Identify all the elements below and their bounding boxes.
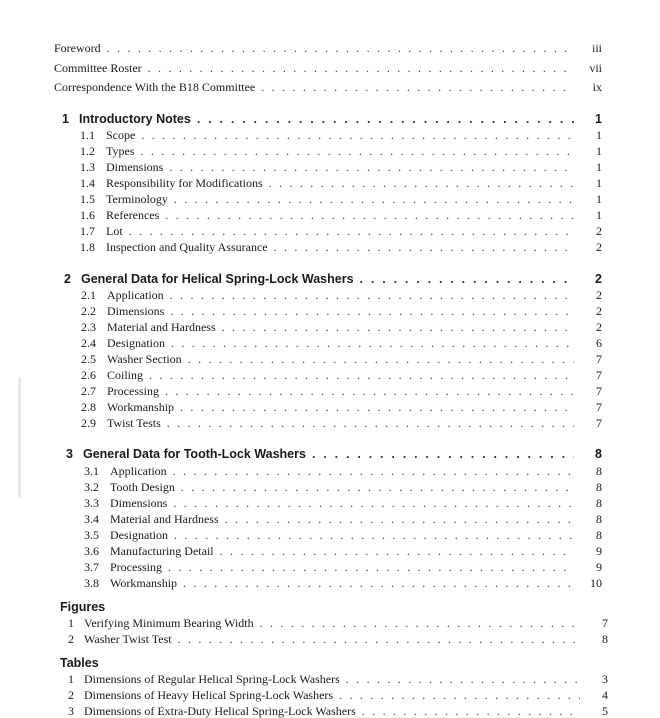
subentry-page: 2 <box>596 224 602 238</box>
leader-dots <box>171 336 574 350</box>
subentry-title: Designation <box>110 528 168 542</box>
toc-table-2[interactable] <box>68 688 608 702</box>
leader-dots <box>274 240 574 254</box>
table-title: Dimensions of Regular Helical Spring-Lock Washers <box>84 672 340 686</box>
subentry-title: Processing <box>110 560 162 574</box>
subentry-page: 8 <box>596 464 602 478</box>
subentry-page: 6 <box>596 336 602 350</box>
table-page: 5 <box>602 704 608 718</box>
leader-dots <box>269 176 574 190</box>
subentry-number: 2.5 <box>81 352 96 366</box>
subentry-page: 10 <box>590 576 602 590</box>
subentry-title: Dimensions <box>106 160 164 174</box>
toc-subentry-3-6[interactable] <box>84 544 602 558</box>
section-title: General Data for Tooth-Lock Washers <box>83 447 306 461</box>
leader-dots <box>168 560 574 574</box>
toc-entry-page: ix <box>592 80 602 94</box>
section-number: 1 <box>62 112 69 126</box>
toc-table-1[interactable] <box>68 672 608 686</box>
subentry-title: Coiling <box>107 368 144 382</box>
subentry-page: 1 <box>596 160 602 174</box>
toc-subentry-2-5[interactable] <box>81 352 602 366</box>
subentry-number: 3.3 <box>84 496 99 510</box>
subentry-title: Terminology <box>106 192 168 206</box>
toc-subentry-3-4[interactable] <box>84 512 602 526</box>
toc-subentry-3-2[interactable] <box>84 480 602 494</box>
toc-subentry-2-8[interactable] <box>81 400 602 414</box>
subentry-number: 2.4 <box>81 336 96 350</box>
leader-dots <box>129 224 574 238</box>
toc-subentry-2-4[interactable] <box>81 336 602 350</box>
subentry-page: 1 <box>596 176 602 190</box>
toc-subentry-3-3[interactable] <box>84 496 602 510</box>
subentry-number: 2.3 <box>81 320 96 334</box>
figures-heading: Figures <box>60 600 106 614</box>
subentry-page: 1 <box>596 192 602 206</box>
subentry-page: 2 <box>596 304 602 318</box>
subentry-page: 2 <box>596 320 602 334</box>
subentry-number: 1.6 <box>80 208 95 222</box>
figure-page: 7 <box>602 616 608 630</box>
table-page: 4 <box>602 688 608 702</box>
section-page: 2 <box>595 272 602 286</box>
toc-section-1[interactable] <box>62 112 602 126</box>
toc-subentry-2-3[interactable] <box>81 320 602 334</box>
toc-subentry-3-5[interactable] <box>84 528 602 542</box>
section-title: General Data for Helical Spring-Lock Washers <box>81 272 354 286</box>
leader-dots <box>188 352 574 366</box>
toc-subentry-1-6[interactable] <box>80 208 602 222</box>
leader-dots <box>312 447 574 461</box>
subentry-number: 1.2 <box>80 144 95 158</box>
toc-subentry-2-9[interactable] <box>81 416 602 430</box>
subentry-number: 2.2 <box>81 304 96 318</box>
toc-figure-1[interactable] <box>68 616 608 630</box>
leader-dots <box>148 61 574 75</box>
subentry-page: 1 <box>596 128 602 142</box>
subentry-page: 2 <box>596 288 602 302</box>
figure-title: Verifying Minimum Bearing Width <box>84 616 254 630</box>
toc-figure-2[interactable] <box>68 632 608 646</box>
subentry-page: 8 <box>596 528 602 542</box>
leader-dots <box>178 632 580 646</box>
leader-dots <box>261 80 574 94</box>
subentry-page: 2 <box>596 240 602 254</box>
subentry-title: Types <box>106 144 135 158</box>
figure-number: 2 <box>68 632 74 646</box>
toc-subentry-1-5[interactable] <box>80 192 602 206</box>
subentry-title: Dimensions <box>107 304 165 318</box>
figure-page: 8 <box>602 632 608 646</box>
leader-dots <box>141 128 574 142</box>
section-title: Introductory Notes <box>79 112 191 126</box>
toc-entry-title: Foreword <box>54 41 101 55</box>
subentry-title: Washer Section <box>107 352 182 366</box>
leader-dots <box>141 144 575 158</box>
subentry-title: Processing <box>107 384 159 398</box>
subentry-title: Application <box>107 288 164 302</box>
section-page: 8 <box>595 447 602 461</box>
subentry-number: 1.5 <box>80 192 95 206</box>
subentry-title: Lot <box>106 224 123 238</box>
leader-dots <box>165 208 574 222</box>
toc-subentry-2-2[interactable] <box>81 304 602 318</box>
subentry-title: Workmanship <box>107 400 175 414</box>
subentry-page: 7 <box>596 352 602 366</box>
toc-subentry-2-6[interactable] <box>81 368 602 382</box>
subentry-title: Responsibility for Modifications <box>106 176 263 190</box>
subentry-number: 3.8 <box>84 576 99 590</box>
tables-heading: Tables <box>60 656 99 670</box>
toc-entry-page: vii <box>589 61 602 75</box>
table-page: 3 <box>602 672 608 686</box>
toc-subentry-1-8[interactable] <box>80 240 602 254</box>
scan-artifact <box>18 378 21 498</box>
leader-dots <box>173 496 574 510</box>
toc-subentry-3-7[interactable] <box>84 560 602 574</box>
subentry-number: 1.1 <box>80 128 95 142</box>
subentry-number: 3.4 <box>84 512 99 526</box>
table-title: Dimensions of Extra-Duty Helical Spring-Lock Washers <box>84 704 356 718</box>
toc-section-3[interactable] <box>66 447 602 461</box>
subentry-number: 3.7 <box>84 560 99 574</box>
section-number: 2 <box>64 272 71 286</box>
subentry-page: 7 <box>596 416 602 430</box>
toc-entry-correspondence[interactable] <box>54 80 602 94</box>
subentry-number: 2.7 <box>81 384 96 398</box>
toc-subentry-1-1[interactable] <box>80 128 602 142</box>
leader-dots <box>173 464 574 478</box>
leader-dots <box>339 688 580 702</box>
toc-subentry-2-1[interactable] <box>81 288 602 302</box>
table-number: 1 <box>68 672 74 686</box>
subentry-page: 9 <box>596 560 602 574</box>
subentry-number: 2.6 <box>81 368 96 382</box>
leader-dots <box>174 192 574 206</box>
subentry-number: 3.2 <box>84 480 99 494</box>
subentry-page: 8 <box>596 496 602 510</box>
leader-dots <box>197 112 574 126</box>
toc-subentry-2-7[interactable] <box>81 384 602 398</box>
subentry-number: 3.6 <box>84 544 99 558</box>
subentry-page: 7 <box>596 368 602 382</box>
subentry-title: Material and Hardness <box>110 512 219 526</box>
section-page: 1 <box>595 112 602 126</box>
leader-dots <box>180 400 574 414</box>
subentry-title: Twist Tests <box>107 416 161 430</box>
toc-entry-committee-roster[interactable] <box>54 61 602 75</box>
subentry-title: Designation <box>107 336 165 350</box>
subentry-number: 3.1 <box>84 464 99 478</box>
subentry-title: Application <box>110 464 167 478</box>
table-number: 2 <box>68 688 74 702</box>
leader-dots <box>360 272 574 286</box>
figure-number: 1 <box>68 616 74 630</box>
subentry-number: 1.8 <box>80 240 95 254</box>
subentry-number: 2.8 <box>81 400 96 414</box>
subentry-number: 1.7 <box>80 224 95 238</box>
subentry-number: 1.4 <box>80 176 95 190</box>
leader-dots <box>107 41 574 55</box>
subentry-title: Dimensions <box>110 496 168 510</box>
leader-dots <box>225 512 574 526</box>
subentry-number: 2.1 <box>81 288 96 302</box>
toc-subentry-3-1[interactable] <box>84 464 602 478</box>
subentry-page: 9 <box>596 544 602 558</box>
leader-dots <box>260 616 580 630</box>
subentry-page: 8 <box>596 512 602 526</box>
toc-subentry-1-3[interactable] <box>80 160 602 174</box>
subentry-title: Material and Hardness <box>107 320 216 334</box>
leader-dots <box>220 544 574 558</box>
leader-dots <box>170 304 574 318</box>
leader-dots <box>181 480 574 494</box>
leader-dots <box>167 416 574 430</box>
subentry-page: 1 <box>596 208 602 222</box>
subentry-title: Manufacturing Detail <box>110 544 214 558</box>
toc-subentry-3-8[interactable] <box>84 576 602 590</box>
leader-dots <box>149 368 574 382</box>
subentry-title: Tooth Design <box>110 480 175 494</box>
leader-dots <box>183 576 574 590</box>
subentry-page: 8 <box>596 480 602 494</box>
leader-dots <box>165 384 574 398</box>
leader-dots <box>174 528 574 542</box>
subentry-title: References <box>106 208 160 222</box>
subentry-number: 1.3 <box>80 160 95 174</box>
toc-subentry-1-4[interactable] <box>80 176 602 190</box>
leader-dots <box>170 288 574 302</box>
subentry-page: 1 <box>596 144 602 158</box>
toc-entry-page: iii <box>591 41 602 55</box>
toc-subentry-1-7[interactable] <box>80 224 602 238</box>
subentry-page: 7 <box>596 400 602 414</box>
toc-section-2[interactable] <box>64 272 602 286</box>
toc-entry-foreword[interactable] <box>54 41 602 55</box>
section-number: 3 <box>66 447 73 461</box>
leader-dots <box>222 320 574 334</box>
toc-subentry-1-2[interactable] <box>80 144 602 158</box>
toc-entry-title: Committee Roster <box>54 61 142 75</box>
subentry-number: 2.9 <box>81 416 96 430</box>
leader-dots <box>169 160 574 174</box>
figure-title: Washer Twist Test <box>84 632 172 646</box>
table-number: 3 <box>68 704 74 718</box>
leader-dots <box>346 672 580 686</box>
subentry-title: Workmanship <box>110 576 178 590</box>
subentry-page: 7 <box>596 384 602 398</box>
subentry-number: 3.5 <box>84 528 99 542</box>
subentry-title: Scope <box>106 128 136 142</box>
toc-entry-title: Correspondence With the B18 Committee <box>54 80 256 94</box>
subentry-title: Inspection and Quality Assurance <box>106 240 268 254</box>
table-title: Dimensions of Heavy Helical Spring-Lock Washers <box>84 688 334 702</box>
